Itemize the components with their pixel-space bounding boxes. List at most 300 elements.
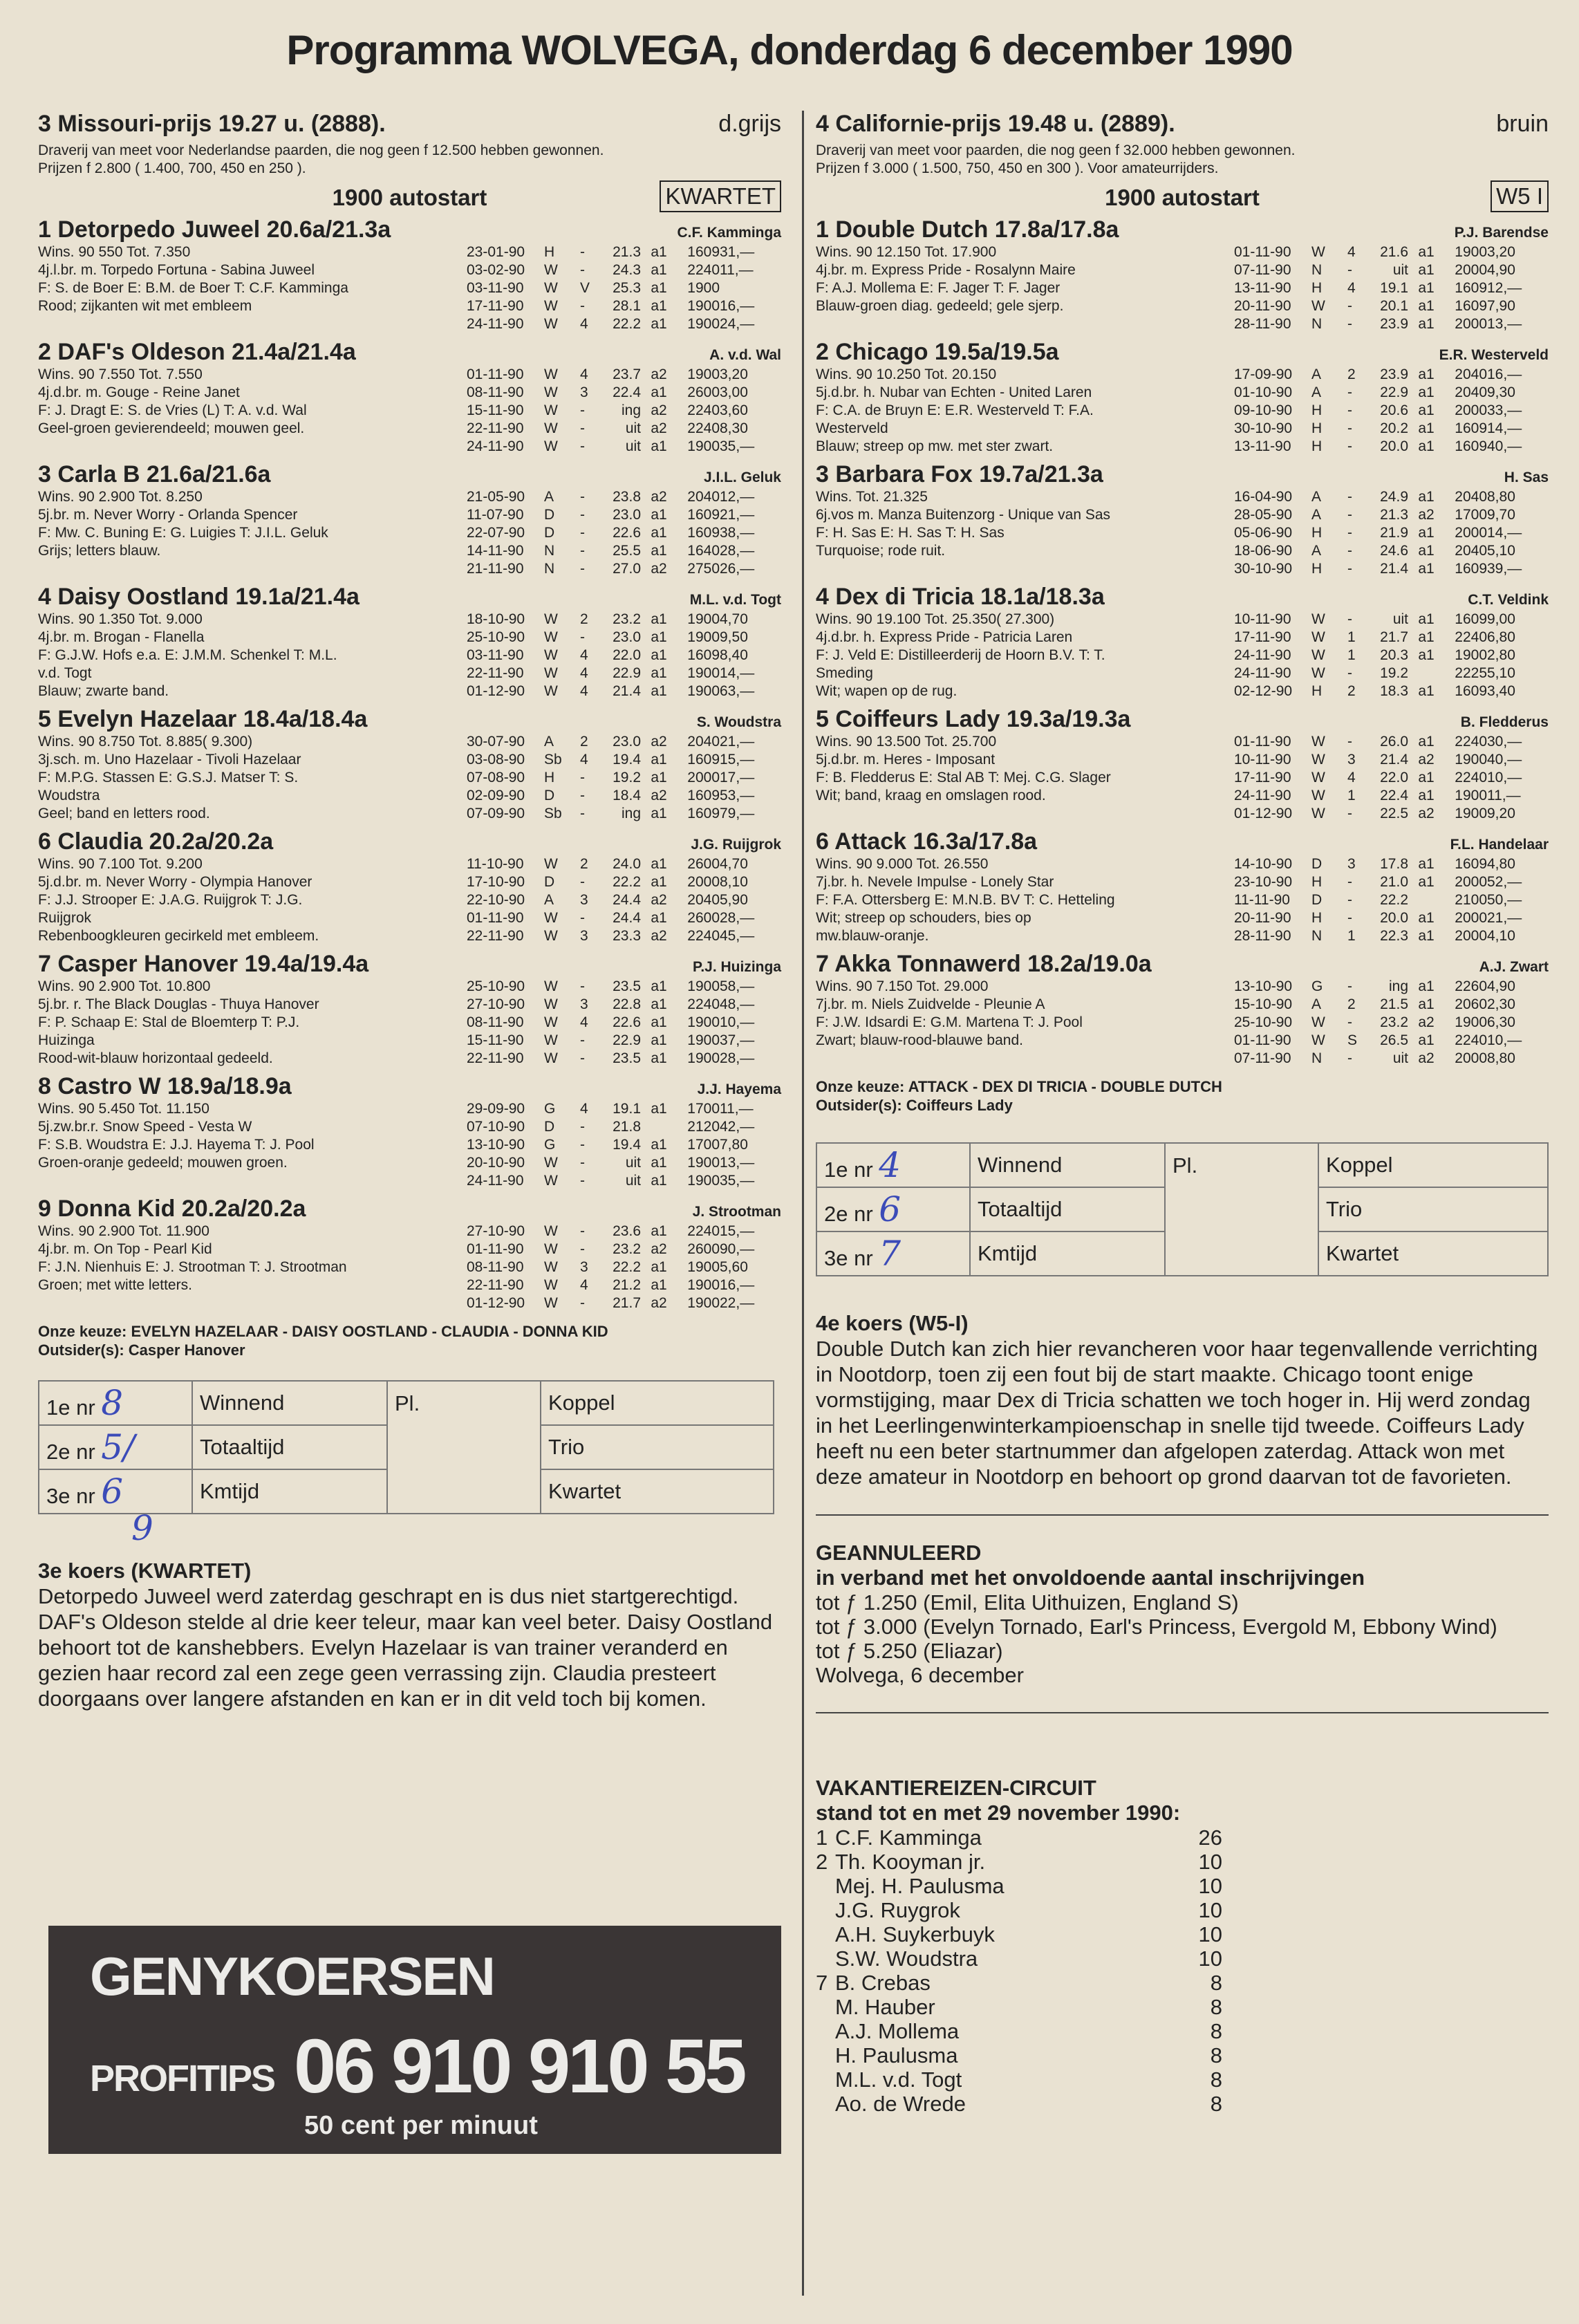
form-row <box>467 506 781 524</box>
standing-points: 8 <box>1210 2019 1222 2043</box>
form-cell: H <box>544 770 555 785</box>
form-cell: 1609 <box>1455 683 1487 699</box>
horse-trainer: B. Fledderus <box>1460 714 1549 730</box>
form-cell: 20.0 <box>1380 910 1408 926</box>
form-cell: 1700 <box>1455 507 1487 523</box>
form-cell: 23.0 <box>613 629 641 645</box>
horse-info <box>38 611 425 700</box>
form-cell: 5,90 <box>720 892 748 908</box>
horse-header <box>38 951 781 978</box>
horse-info-line: F: J. Veld E: Distilleerderij de Hoorn B.V. T: T. <box>816 647 1105 663</box>
form-cell: 23.5 <box>613 1050 641 1066</box>
form-row <box>467 243 781 261</box>
form-cell: 22.5 <box>1380 806 1408 821</box>
form-cell: W <box>544 316 558 332</box>
form-cell: 1900 <box>687 316 720 332</box>
standing-name: J.G. Ruygrok <box>835 1898 960 1922</box>
form-cell: 25.3 <box>613 280 641 296</box>
horse-entry <box>38 584 781 700</box>
horse-name: 4 Dex di Tricia 18.1a/18.3a <box>816 584 1105 610</box>
form-cell: a2 <box>651 489 667 505</box>
bet-winnend: Winnend <box>192 1381 387 1425</box>
horse-name: 1 Detorpedo Juweel 20.6a/21.3a <box>38 216 391 243</box>
horse-header <box>38 216 781 243</box>
horse-entry <box>816 951 1549 1068</box>
race4-article-title: 4e koers (W5-I) <box>816 1311 969 1335</box>
horse-info-line: 5j.d.br. h. Nubar van Echten - United Laren <box>816 384 1092 400</box>
form-cell: a1 <box>651 806 667 821</box>
form-cell: 07-08-90 <box>467 770 525 785</box>
horse-info <box>38 1100 425 1190</box>
standing-rank <box>816 2019 835 2043</box>
form-cell: 2 <box>580 856 588 872</box>
form-cell: 15-10-90 <box>1234 996 1293 1012</box>
form-cell: a1 <box>651 752 667 768</box>
form-cell: 14,— <box>1487 420 1522 436</box>
form-cell: 2600 <box>687 384 720 400</box>
form-cell: 4 <box>580 665 588 681</box>
race3-bet-form <box>38 1380 774 1514</box>
standing-name: S.W. Woudstra <box>835 1946 978 1971</box>
standing-row <box>816 1850 1549 1874</box>
form-cell: 16,— <box>720 1277 755 1293</box>
horse-info-line: F: G.J.W. Hofs e.a. E: J.M.M. Schenkel T: M.L. <box>38 647 337 663</box>
form-cell: 40,— <box>1487 752 1522 768</box>
form-cell: 12,— <box>1487 280 1522 296</box>
form-cell: 2240 <box>687 262 720 278</box>
form-cell: - <box>580 1241 585 1257</box>
form-cell: 23.8 <box>613 489 641 505</box>
form-cell: A <box>544 892 554 908</box>
form-row <box>467 927 781 945</box>
form-cell: 8,40 <box>720 647 748 663</box>
form-cell: 4 <box>580 683 588 699</box>
horse-entry <box>816 828 1549 945</box>
form-cell: 23.0 <box>613 507 641 523</box>
form-cell: 19.2 <box>1380 665 1408 681</box>
form-cell: N <box>1311 316 1323 332</box>
form-row <box>467 855 781 873</box>
form-cell: 17-11-90 <box>467 298 524 314</box>
form-cell: 3 <box>580 892 588 908</box>
form-cell: W <box>544 629 558 645</box>
form-row <box>1234 1032 1549 1050</box>
form-cell: 3,40 <box>1487 683 1515 699</box>
race3-desc-line: Prijzen f 2.800 ( 1.400, 700, 450 en 250 ). <box>38 160 306 176</box>
form-row <box>467 1258 781 1276</box>
circuit-standings <box>816 1825 1549 2116</box>
horse-info <box>38 488 425 578</box>
form-cell: 21-05-90 <box>467 489 525 505</box>
form-cell: 21.2 <box>613 1277 641 1293</box>
horse-trainer: J.J. Hayema <box>697 1081 781 1097</box>
standing-rank <box>816 1922 835 1946</box>
standing-row <box>816 2092 1549 2116</box>
form-row <box>1234 751 1549 769</box>
form-cell: 22.9 <box>613 665 641 681</box>
horse-info-line: Groen-oranje gedeeld; mouwen groen. <box>38 1155 288 1171</box>
form-cell: 1700 <box>687 1137 720 1153</box>
form-row <box>467 488 781 506</box>
form-cell: 15,— <box>720 752 755 768</box>
bet-trio: Trio <box>541 1425 774 1469</box>
form-cell: 24.4 <box>613 892 641 908</box>
handwritten-number: 8 <box>101 1383 124 1423</box>
horse-body <box>38 611 781 700</box>
form-cell: 08-11-90 <box>467 384 524 400</box>
form-cell: - <box>580 1223 585 1239</box>
form-cell: 03-11-90 <box>467 280 524 296</box>
horse-info-line: Wins. 90 9.000 Tot. 26.550 <box>816 856 989 872</box>
form-cell: 11,— <box>720 1101 754 1117</box>
form-cell: a1 <box>1418 262 1435 278</box>
form-cell: a1 <box>651 1277 667 1293</box>
form-cell: 17,— <box>720 770 755 785</box>
form-cell: 1609 <box>687 244 720 260</box>
form-cell: - <box>580 874 585 890</box>
form-cell: - <box>1347 1050 1352 1066</box>
form-cell: 9,20 <box>1487 806 1515 821</box>
race4-title: 4 Californie-prijs 19.48 u. (2889). <box>816 111 1175 137</box>
form-row <box>467 1276 781 1294</box>
horse-body <box>38 488 781 578</box>
form-cell: 16,— <box>720 298 755 314</box>
form-cell: 2 <box>1347 366 1356 382</box>
form-cell: N <box>544 543 555 559</box>
cancelled-section <box>816 1541 1549 1687</box>
form-cell: 28-05-90 <box>1234 507 1293 523</box>
form-cell: 23.5 <box>613 978 641 994</box>
horse-info-line: 7j.br. m. Niels Zuidvelde - Pleunie A <box>816 996 1045 1012</box>
form-row <box>467 402 781 420</box>
bet-totaaltijd: Totaaltijd <box>970 1187 1165 1231</box>
horse-form-table <box>1234 733 1549 823</box>
form-cell: 1900 <box>687 298 720 314</box>
race3-start-row <box>38 180 781 211</box>
bet-kmtijd: Kmtijd <box>192 1469 387 1514</box>
form-cell: 23.9 <box>1380 366 1408 382</box>
form-cell: 18.3 <box>1380 683 1408 699</box>
form-cell: a1 <box>651 683 667 699</box>
form-cell: 28-11-90 <box>1234 928 1291 944</box>
cancelled-lines <box>816 1590 1549 1687</box>
form-cell: - <box>580 561 585 577</box>
form-cell: W <box>544 665 558 681</box>
form-cell: - <box>1347 384 1352 400</box>
horse-info-line: 5j.br. m. Never Worry - Orlanda Spencer <box>38 507 298 523</box>
form-cell: 2240 <box>1455 770 1487 785</box>
form-cell: 1900 <box>687 1173 720 1189</box>
form-cell: 2040 <box>687 734 720 750</box>
form-cell: - <box>1347 978 1352 994</box>
form-cell: 1900 <box>687 1050 720 1066</box>
form-cell: 07-11-90 <box>1234 1050 1291 1066</box>
form-row <box>1234 297 1549 315</box>
form-row <box>467 1294 781 1312</box>
horse-trainer: M.L. v.d. Togt <box>689 592 781 608</box>
horse-header <box>38 1073 781 1100</box>
horse-name: 3 Barbara Fox 19.7a/21.3a <box>816 461 1103 487</box>
horse-info <box>816 733 1203 823</box>
form-cell: 2040 <box>1455 543 1487 559</box>
horse-header <box>38 706 781 733</box>
form-cell: 1609 <box>1455 438 1487 454</box>
form-cell: 1900 <box>1455 752 1487 768</box>
horse-name: 4 Daisy Oostland 19.1a/21.4a <box>38 584 359 610</box>
form-cell: 20.2 <box>1380 420 1408 436</box>
form-row <box>1234 506 1549 524</box>
form-cell: 63,— <box>720 683 755 699</box>
horse-header <box>816 461 1549 488</box>
bet-totaaltijd: Totaaltijd <box>192 1425 387 1469</box>
form-row <box>1234 996 1549 1014</box>
horse-header <box>38 339 781 366</box>
form-cell: W <box>1311 1032 1325 1048</box>
form-cell: 25.5 <box>613 543 641 559</box>
horse-info-line: Rebenboogkleuren gecirkeld met embleem. <box>38 928 319 944</box>
horse-body <box>38 1223 781 1312</box>
horse-body <box>38 978 781 1068</box>
horse-info-line: F: J. Dragt E: S. de Vries (L) T: A. v.d. Wal <box>38 402 307 418</box>
form-cell: - <box>1347 420 1352 436</box>
cancelled-title: GEANNULEERD <box>816 1541 982 1565</box>
horse-header <box>816 951 1549 978</box>
form-cell: 3 <box>1347 856 1356 872</box>
form-row <box>467 1118 781 1136</box>
horse-info-line: v.d. Togt <box>38 665 92 681</box>
form-row <box>467 420 781 438</box>
form-cell: 1609 <box>1455 611 1487 627</box>
form-cell: H <box>1311 683 1323 699</box>
form-cell: a1 <box>1418 316 1435 332</box>
form-row <box>1234 927 1549 945</box>
form-row <box>467 279 781 297</box>
form-row <box>467 1240 781 1258</box>
form-cell: 11,— <box>1487 788 1521 803</box>
horse-form-table <box>467 366 781 456</box>
form-cell: 2000 <box>1455 316 1487 332</box>
form-cell: 13,— <box>1487 316 1522 332</box>
form-cell: 20.1 <box>1380 298 1408 314</box>
horse-info-line: 4j.l.br. m. Torpedo Fortuna - Sabina Juweel <box>38 262 315 278</box>
form-cell: A <box>1311 996 1322 1012</box>
form-cell: 2240 <box>1455 734 1487 750</box>
horse-info-line: Wins. 90 7.150 Tot. 29.000 <box>816 978 989 994</box>
horse-info-line: Turquoise; rode ruit. <box>816 543 946 559</box>
form-cell: 4 <box>1347 770 1356 785</box>
standing-name: Mej. H. Paulusma <box>835 1874 1005 1898</box>
form-cell: - <box>1347 874 1352 890</box>
form-row <box>467 1032 781 1050</box>
horse-info-line: Wit; streep op schouders, bies op <box>816 910 1031 926</box>
horse-info-line: Wins. 90 550 Tot. 7.350 <box>38 244 191 260</box>
standing-name: A.J. Mollema <box>835 2019 960 2043</box>
form-cell: 1900 <box>687 438 720 454</box>
horse-info-line: F: A.J. Mollema E: F. Jager T: F. Jager <box>816 280 1061 296</box>
form-cell: - <box>580 525 585 541</box>
form-cell: 02-09-90 <box>467 788 525 803</box>
bet-row-label: 1e nr 4 <box>816 1143 970 1187</box>
form-cell: a1 <box>651 1050 667 1066</box>
form-cell: uit <box>1392 262 1408 278</box>
form-row <box>1234 488 1549 506</box>
form-cell: 7,90 <box>1487 298 1515 314</box>
ad-brand: GENYKOERSEN <box>90 1946 494 2007</box>
horse-header <box>38 1196 781 1223</box>
form-cell: - <box>1347 316 1352 332</box>
form-cell: - <box>1347 489 1352 505</box>
form-cell: 1900 <box>687 665 720 681</box>
horse-info-line: F: J.W. Idsardi E: G.M. Martena T: J. Pool <box>816 1014 1083 1030</box>
form-cell: a1 <box>651 1101 667 1117</box>
form-cell: a1 <box>1418 996 1435 1012</box>
horse-info-line: Wins. 90 1.350 Tot. 9.000 <box>38 611 203 627</box>
race4-horse-list <box>816 216 1549 1068</box>
form-cell: W <box>544 996 558 1012</box>
form-cell: 35,— <box>720 1173 755 1189</box>
standing-rank <box>816 1898 835 1922</box>
form-cell: - <box>580 770 585 785</box>
form-cell: - <box>580 298 585 314</box>
form-row <box>1234 629 1549 647</box>
race4-picks <box>816 1077 1549 1115</box>
form-cell: 8,80 <box>1487 1050 1515 1066</box>
form-row <box>467 664 781 682</box>
form-cell <box>1408 891 1444 909</box>
form-cell: 24.4 <box>613 910 641 926</box>
form-cell: - <box>580 1295 585 1311</box>
form-cell: 2120 <box>687 1119 720 1135</box>
form-row <box>467 1172 781 1190</box>
form-cell: - <box>580 978 585 994</box>
form-cell: A <box>1311 366 1322 382</box>
ad-phone: 06 910 910 55 <box>294 2024 745 2109</box>
race4-outsider: Outsider(s): Coiffeurs Lady <box>816 1097 1013 1114</box>
form-row <box>1234 243 1549 261</box>
horse-header <box>816 828 1549 855</box>
form-cell: 2040 <box>687 489 720 505</box>
horse-name: 5 Coiffeurs Lady 19.3a/19.3a <box>816 706 1131 732</box>
form-row <box>1234 1014 1549 1032</box>
form-cell: 2 <box>580 611 588 627</box>
form-cell: 21.7 <box>1380 629 1408 645</box>
form-cell: D <box>544 525 555 541</box>
form-cell: 42,— <box>720 1119 755 1135</box>
form-cell: 21.5 <box>1380 996 1408 1012</box>
form-cell: 13-10-90 <box>1234 978 1293 994</box>
standing-points: 10 <box>1198 1898 1222 1922</box>
form-cell: G <box>544 1101 556 1117</box>
horse-info-line: Blauw-groen diag. gedeeld; gele sjerp. <box>816 298 1064 314</box>
form-cell: - <box>580 1119 585 1135</box>
form-cell: 17-09-90 <box>1234 366 1293 382</box>
form-row <box>467 1100 781 1118</box>
form-cell: 24-11-90 <box>1234 665 1291 681</box>
form-cell: 01-11-90 <box>467 1241 524 1257</box>
form-cell: 1900 <box>1455 788 1487 803</box>
race4-bet-form <box>816 1142 1549 1276</box>
race4-desc-line: Prijzen f 3.000 ( 1.500, 750, 450 en 300 ). Voor amateurrijders. <box>816 160 1219 176</box>
form-cell: 25-10-90 <box>1234 1014 1293 1030</box>
form-cell: 4 <box>580 366 588 382</box>
form-cell: a2 <box>651 1295 667 1311</box>
form-cell: 14,— <box>1487 525 1522 541</box>
bet-row-label: 1e nr 8 <box>39 1381 192 1425</box>
form-cell: 2240 <box>687 928 720 944</box>
form-cell: a1 <box>651 316 667 332</box>
form-cell: - <box>580 1032 585 1048</box>
horse-entry <box>816 584 1549 700</box>
form-cell: - <box>1347 543 1352 559</box>
horse-info-line: 4j.br. m. On Top - Pearl Kid <box>38 1241 212 1257</box>
horse-info-line: Blauw; zwarte band. <box>38 683 169 699</box>
form-cell: 23.2 <box>613 611 641 627</box>
form-cell: uit <box>625 420 641 436</box>
horse-info-line: F: J.J. Strooper E: J.A.G. Ruijgrok T: J.G. <box>38 892 303 908</box>
race3-column <box>38 111 781 1711</box>
horse-info-line: 4j.br. m. Express Pride - Rosalynn Maire <box>816 262 1076 278</box>
form-cell: W <box>544 1259 558 1275</box>
form-cell: - <box>1347 1014 1352 1030</box>
horse-info <box>38 243 425 333</box>
form-cell: a1 <box>651 647 667 663</box>
horse-header <box>38 828 781 855</box>
form-cell: 2000 <box>687 874 720 890</box>
form-cell: a2 <box>1418 1014 1435 1030</box>
form-cell: a1 <box>651 874 667 890</box>
form-cell: 1609 <box>687 752 720 768</box>
horse-info-line: F: Mw. C. Buning E: G. Luigies T: J.I.L. Geluk <box>38 525 328 541</box>
form-cell: 3 <box>580 996 588 1012</box>
form-row <box>1234 647 1549 664</box>
form-row <box>1234 279 1549 297</box>
form-cell: 23.0 <box>613 734 641 750</box>
horse-body <box>816 733 1549 823</box>
form-cell: 13-10-90 <box>467 1137 525 1153</box>
horse-trainer: A.J. Zwart <box>1479 959 1549 975</box>
form-cell: 1 <box>1347 629 1356 645</box>
form-cell: 4 <box>1347 244 1356 260</box>
form-cell: W <box>544 366 558 382</box>
bet-row-label: 3e nr 6 <box>39 1469 192 1514</box>
form-cell: 17-11-90 <box>1234 629 1291 645</box>
horse-info <box>816 488 1203 578</box>
race3-bet-type: KWARTET <box>660 180 781 212</box>
bet-kmtijd: Kmtijd <box>970 1231 1165 1276</box>
horse-info-line: 5j.d.br. m. Never Worry - Olympia Hanover <box>38 874 312 890</box>
race3-color: d.grijs <box>718 111 781 137</box>
bet-kwartet: Kwartet <box>541 1469 774 1514</box>
form-cell: - <box>580 244 585 260</box>
form-cell: 11-10-90 <box>467 856 524 872</box>
race3-header <box>38 111 781 138</box>
form-cell: - <box>1347 806 1352 821</box>
form-row <box>467 1154 781 1172</box>
form-cell: 14-11-90 <box>467 543 524 559</box>
race3-outsider: Outsider(s): Casper Hanover <box>38 1341 245 1359</box>
horse-form-table <box>467 855 781 945</box>
form-cell: 50,— <box>1487 892 1522 908</box>
form-cell: W <box>1311 244 1325 260</box>
form-cell: a2 <box>651 788 667 803</box>
bet-kwartet: Kwartet <box>1318 1231 1548 1276</box>
form-cell: 15,— <box>720 1223 755 1239</box>
form-row <box>1234 733 1549 751</box>
horse-info-line: 4j.d.br. m. Gouge - Reine Janet <box>38 384 240 400</box>
form-cell: 24-11-90 <box>1234 647 1291 663</box>
form-cell: 4 <box>580 752 588 768</box>
form-cell: - <box>1347 561 1352 577</box>
